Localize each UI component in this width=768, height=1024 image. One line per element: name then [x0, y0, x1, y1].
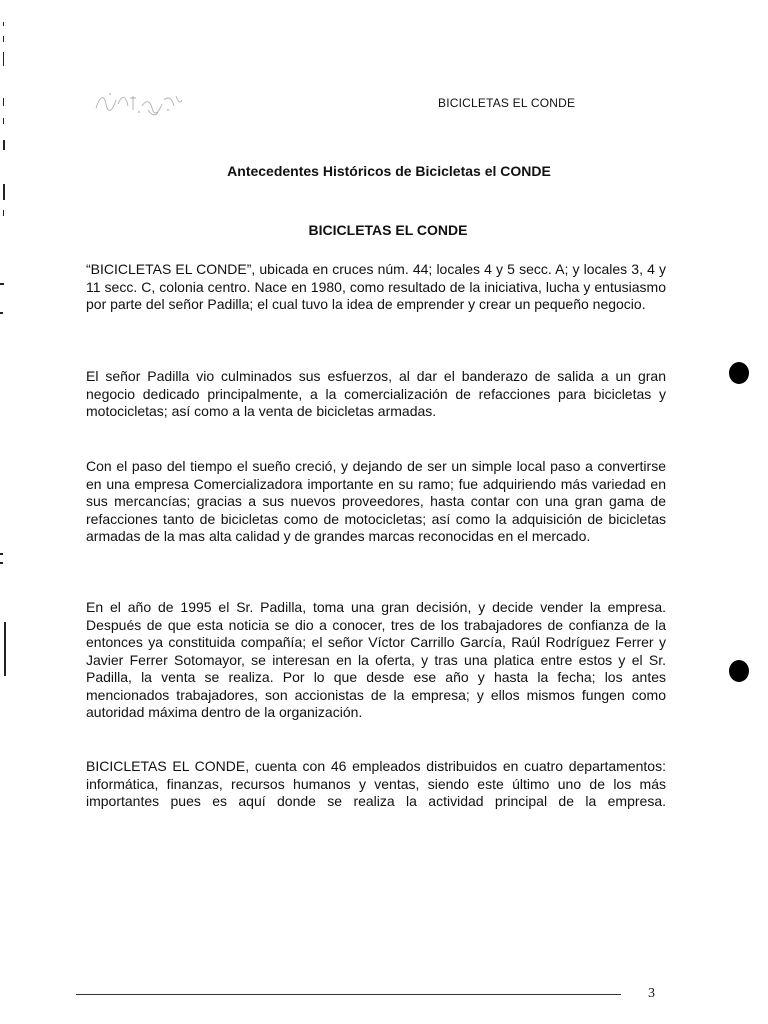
scan-margin-mark: [3, 98, 4, 106]
hole-punch-mark: [729, 660, 749, 682]
paragraph: “BICICLETAS EL CONDE”, ubicada en cruces núm. 44; locales 4 y 5 secc. A; y locales 3, 4 y 11 secc. C, colonia centro. Nace en 1980, como resultado de la iniciativa, lucha y entusiasmo por parte del señor Padilla; el cual tuvo la idea de emprender y crear un pequeño negocio.: [86, 261, 666, 312]
section-heading: BICICLETAS EL CONDE: [308, 222, 468, 238]
scan-margin-mark: [3, 118, 4, 124]
document-title: Antecedentes Históricos de Bicicletas el CONDE: [227, 163, 551, 179]
paragraph: En el año de 1995 el Sr. Padilla, toma una gran decisión, y decide vender la empresa. Después de que esta noticia se dio a conocer, tres de los trabajadores de confianza de la entonces ya constituida compañía; el señor Víctor Carrillo García, Raúl Rodríguez Ferrer y Javier Ferrer Sotomayor, se interesan en la oferta, y tras una platica entre estos y el Sr. Padilla, la venta se realiza. Por lo que desde ese año y hasta la fecha; los antes mencionados trabajadores, son accionistas de la empresa; y ellos mismos fungen como autoridad máxima dentro de la organización.: [86, 599, 666, 720]
scan-margin-mark: [3, 52, 4, 66]
scan-margin-mark: [3, 184, 5, 200]
scan-margin-mark: [4, 622, 6, 676]
paragraph: El señor Padilla vio culminados sus esfuerzos, al dar el banderazo de salida a un gran negocio dedicado principalmente, a la comercialización de refacciones para bicicletas y motocicletas; así como a la venta de bicicletas armadas.: [86, 368, 666, 419]
hole-punch-mark: [729, 362, 749, 384]
scan-margin-mark: [0, 283, 4, 285]
running-header: BICICLETAS EL CONDE: [438, 96, 576, 110]
page-number: 3: [648, 986, 655, 1001]
scan-margin-mark: [3, 140, 5, 150]
paragraph: BICICLETAS EL CONDE, cuenta con 46 empleados distribuidos en cuatro departamentos: informática, finanzas, recursos humanos y ventas, siendo este último uno de los más importantes pues es aquí donde se realiza la actividad principal de la empresa.: [86, 758, 666, 809]
faded-stamp-mark: [92, 86, 187, 120]
paragraph: Con el paso del tiempo el sueño creció, y dejando de ser un simple local paso a convertirse en una empresa Comercializadora importante en su ramo; fue adquiriendo más variedad en sus mercancías; gracias a sus nuevos proveedores, hasta contar con una gran gama de refacciones tanto de bicicletas como de motocicletas; así como la adquisición de bicicletas armadas de la mas alta calidad y de grandes marcas reconocidas en el mercado.: [86, 458, 666, 544]
scan-margin-mark: [0, 562, 3, 564]
footer-rule: [76, 994, 621, 995]
scan-margin-mark: [3, 22, 4, 26]
scan-margin-mark: [3, 210, 4, 216]
scan-margin-mark: [0, 312, 3, 314]
scan-margin-mark: [3, 36, 4, 42]
scan-margin-mark: [0, 553, 3, 555]
